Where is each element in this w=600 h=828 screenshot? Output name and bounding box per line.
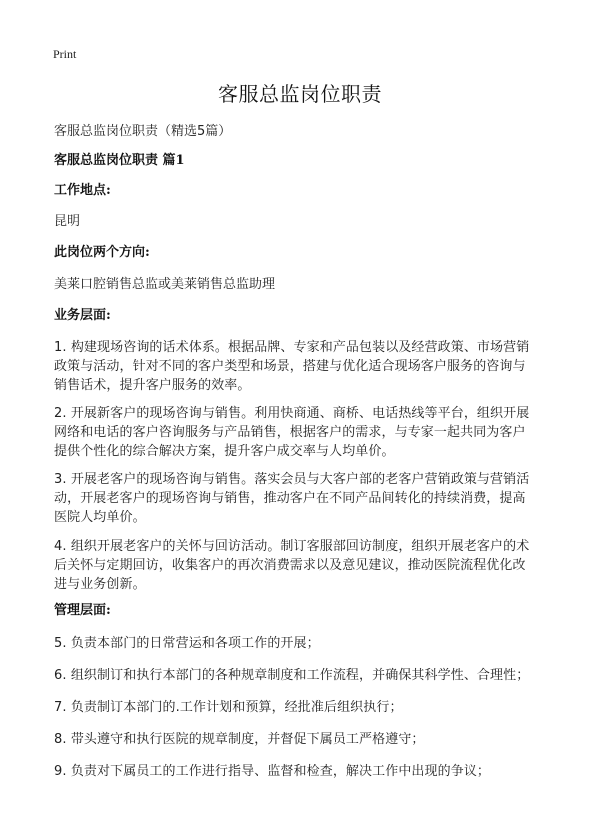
document-subtitle: 客服总监岗位职责（精选5篇）	[54, 124, 232, 139]
text-line: 网络和电话的客户咨询服务与产品销售，根据客户的需求，与专家一起共同为客户	[54, 425, 526, 440]
business-item-2	[54, 404, 554, 461]
management-item-7: 7. 负责制订本部门的.工作计划和预算，经批准后组织执行；	[54, 700, 403, 715]
text-line: 后关怀与定期回访，收集客户的再次消费需求以及意见建议，推动医院流程优化改	[54, 558, 526, 573]
page-title: 客服总监岗位职责	[218, 82, 382, 106]
management-section-label: 管理层面:	[54, 603, 111, 618]
business-section-label: 业务层面:	[54, 308, 111, 323]
text-line: 医院人均单价。	[54, 510, 146, 525]
business-item-3	[54, 470, 554, 527]
text-line: 销售话术，提升客户服务的效率。	[54, 378, 251, 393]
directions-label: 此岗位两个方向:	[54, 245, 150, 260]
text-line: 2. 开展新客户的现场咨询与销售。利用快商通、商桥、电话热线等平台，组织开展	[54, 406, 530, 421]
text-line: 提供个性化的综合解决方案，提升客户成交率与人均单价。	[54, 444, 395, 459]
business-item-4	[54, 537, 554, 594]
management-item-6: 6. 组织制订和执行本部门的各种规章制度和工作流程，并确保其科学性、合理性；	[54, 668, 530, 683]
work-location-value: 昆明	[54, 214, 81, 229]
text-line: 4. 组织开展老客户的关怀与回访活动。制订客服部回访制度，组织开展老客户的术	[54, 539, 530, 554]
directions-value: 美莱口腔销售总监或美莱销售总监助理	[54, 277, 276, 292]
text-line: 进与业务创新。	[54, 577, 146, 592]
text-line: 政策与活动，针对不同的客户类型和场景，搭建与优化适合现场客户服务的咨询与	[54, 359, 526, 374]
print-label[interactable]: Print	[53, 47, 77, 61]
text-line: 1. 构建现场咨询的话术体系。根据品牌、专家和产品包装以及经营政策、市场营销	[54, 340, 530, 355]
management-item-9: 9. 负责对下属员工的工作进行指导、监督和检查，解决工作中出现的争议；	[54, 764, 491, 779]
text-line: 动，开展老客户的现场咨询与销售，推动客户在不同产品间转化的持续消费，提高	[54, 491, 526, 506]
business-item-1	[54, 338, 554, 395]
text-line: 3. 开展老客户的现场咨询与销售。落实会员与大客户部的老客户营销政策与营销活	[54, 472, 530, 487]
section-heading: 客服总监岗位职责 篇1	[54, 153, 185, 168]
management-item-8: 8. 带头遵守和执行医院的规章制度，并督促下属员工严格遵守；	[54, 732, 425, 747]
management-item-5: 5. 负责本部门的日常营运和各项工作的开展；	[54, 636, 320, 651]
work-location-label: 工作地点:	[54, 183, 111, 198]
